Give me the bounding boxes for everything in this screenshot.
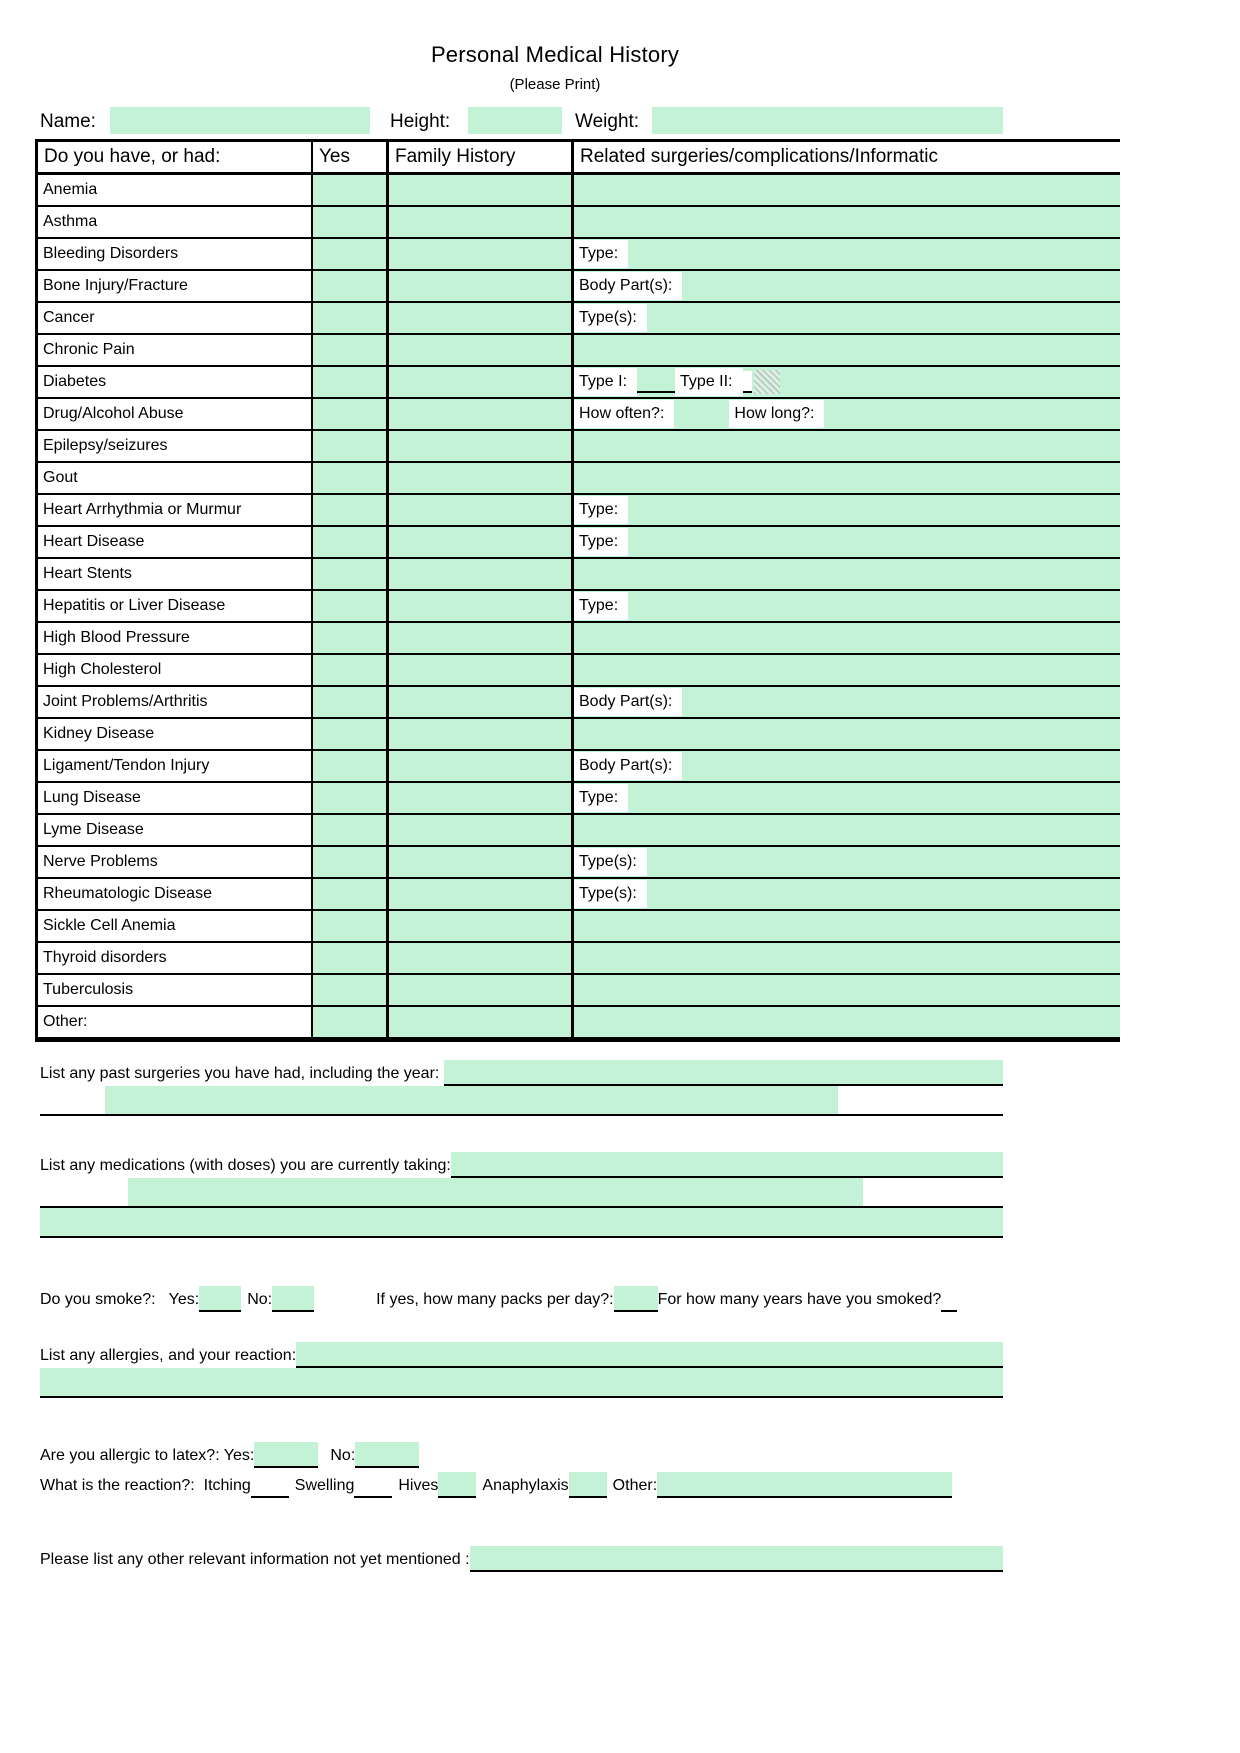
table-row — [38, 303, 1120, 335]
table-row — [38, 719, 1120, 751]
yes-cell[interactable] — [311, 911, 386, 943]
yes-cell[interactable] — [311, 367, 386, 399]
table-row — [38, 975, 1120, 1007]
condition-cell: Rheumatologic Disease — [38, 879, 311, 911]
condition-cell: Joint Problems/Arthritis — [38, 687, 311, 719]
related-info-cell[interactable] — [571, 591, 1120, 623]
related-info-cell[interactable] — [571, 399, 1120, 431]
yes-cell[interactable] — [311, 623, 386, 655]
table-row — [38, 207, 1120, 239]
medications-line-2 — [40, 1178, 1003, 1208]
table-row — [38, 495, 1120, 527]
table-row — [38, 463, 1120, 495]
packs-per-day-question: If yes, how many packs per day?: — [376, 1291, 614, 1308]
table-row — [38, 815, 1120, 847]
related-info-cell[interactable] — [571, 175, 1120, 207]
condition-cell: Heart Disease — [38, 527, 311, 559]
condition-cell: High Cholesterol — [38, 655, 311, 687]
table-row — [38, 399, 1120, 431]
detail-label: Type: — [574, 784, 628, 812]
reaction-options — [204, 1472, 613, 1498]
table-row — [38, 271, 1120, 303]
table-row — [38, 1007, 1120, 1039]
surgeries-input-2[interactable] — [105, 1086, 838, 1114]
condition-cell: Sickle Cell Anemia — [38, 911, 311, 943]
yes-cell[interactable] — [311, 431, 386, 463]
smoking-line — [40, 1282, 1003, 1312]
related-info-cell[interactable] — [571, 879, 1120, 911]
table-row — [38, 751, 1120, 783]
surgeries-line-2 — [40, 1086, 1003, 1116]
table-header-row — [38, 142, 1120, 175]
detail-label: Type I: — [574, 368, 637, 396]
reaction-option-label: Itching — [203, 1477, 251, 1494]
allergies-line-1 — [40, 1338, 1003, 1368]
family-history-cell[interactable] — [386, 911, 571, 943]
table-row — [38, 527, 1120, 559]
yes-cell[interactable] — [311, 847, 386, 879]
condition-cell: Thyroid disorders — [38, 943, 311, 975]
medications-input-3[interactable] — [40, 1208, 1003, 1236]
related-info-cell[interactable] — [571, 271, 1120, 303]
yes-cell[interactable] — [311, 463, 386, 495]
yes-cell[interactable] — [311, 815, 386, 847]
related-info-cell[interactable] — [571, 783, 1120, 815]
detail-label: Type: — [574, 528, 628, 556]
reaction-option-input[interactable] — [354, 1472, 392, 1498]
surgeries-line-1 — [40, 1056, 1003, 1086]
condition-cell: Bleeding Disorders — [38, 239, 311, 271]
table-row — [38, 175, 1120, 207]
reaction-option-label: Anaphylaxis — [482, 1477, 569, 1494]
allergies-line-2 — [40, 1368, 1003, 1398]
condition-cell: Gout — [38, 463, 311, 495]
table-row — [38, 559, 1120, 591]
questions-section — [40, 1056, 1003, 1572]
condition-cell: Anemia — [38, 175, 311, 207]
yes-cell[interactable] — [311, 399, 386, 431]
header-yes: Yes — [311, 142, 386, 175]
surgeries-question: List any past surgeries you have had, including the year: — [40, 1065, 444, 1082]
header-related-info: Related surgeries/complications/Informatic — [571, 142, 1120, 175]
family-history-cell[interactable] — [386, 495, 571, 527]
condition-cell: Heart Arrhythmia or Murmur — [38, 495, 311, 527]
name-input[interactable] — [110, 107, 370, 134]
latex-no-input[interactable] — [355, 1442, 419, 1468]
table-row — [38, 623, 1120, 655]
table-row — [38, 367, 1120, 399]
yes-cell[interactable] — [311, 879, 386, 911]
yes-cell[interactable] — [311, 207, 386, 239]
family-history-cell[interactable] — [386, 783, 571, 815]
smoking-question: Do you smoke?: Yes: — [40, 1291, 200, 1308]
related-info-cell[interactable] — [571, 623, 1120, 655]
related-info-cell[interactable] — [571, 751, 1120, 783]
surgeries-input-1[interactable] — [444, 1060, 1003, 1086]
table-row — [38, 591, 1120, 623]
related-info-cell[interactable] — [571, 239, 1120, 271]
detail-label: How often?: — [574, 400, 674, 428]
latex-line — [40, 1438, 1003, 1468]
family-history-cell[interactable] — [386, 527, 571, 559]
detail-label: Body Part(s): — [574, 688, 682, 716]
yes-cell[interactable] — [311, 1007, 386, 1039]
smoke-yes-input[interactable] — [199, 1286, 241, 1312]
related-info-cell[interactable] — [571, 719, 1120, 751]
yes-cell[interactable] — [311, 655, 386, 687]
related-info-cell[interactable] — [571, 527, 1120, 559]
top-fields-row — [0, 101, 1240, 135]
reaction-option-label: Swelling — [294, 1477, 355, 1494]
medications-line-1 — [40, 1148, 1003, 1178]
table-row — [38, 783, 1120, 815]
condition-cell: Epilepsy/seizures — [38, 431, 311, 463]
medications-input-1[interactable] — [451, 1152, 1003, 1178]
condition-cell: Kidney Disease — [38, 719, 311, 751]
family-history-cell[interactable] — [386, 815, 571, 847]
related-info-cell[interactable] — [571, 431, 1120, 463]
related-info-cell[interactable] — [571, 495, 1120, 527]
family-history-cell[interactable] — [386, 239, 571, 271]
condition-cell: Other: — [38, 1007, 311, 1039]
height-input[interactable] — [468, 107, 562, 134]
medications-question: List any medications (with doses) you are currently taking: — [40, 1157, 451, 1174]
yes-cell[interactable] — [311, 271, 386, 303]
reaction-other-label: Other: — [612, 1477, 658, 1494]
condition-cell: Nerve Problems — [38, 847, 311, 879]
height-label: Height: — [390, 111, 451, 132]
family-history-cell[interactable] — [386, 687, 571, 719]
yes-cell[interactable] — [311, 783, 386, 815]
name-label: Name: — [40, 111, 96, 132]
allergies-question: List any allergies, and your reaction: — [40, 1347, 297, 1364]
yes-cell[interactable] — [311, 239, 386, 271]
allergies-input-1[interactable] — [296, 1342, 1003, 1368]
detail-label: Type: — [574, 592, 628, 620]
smoking-no-label: No: — [247, 1291, 273, 1308]
related-info-cell[interactable] — [571, 335, 1120, 367]
reaction-option-input[interactable] — [251, 1472, 289, 1498]
related-info-cell[interactable] — [571, 1007, 1120, 1039]
related-info-cell[interactable] — [571, 559, 1120, 591]
condition-cell: Diabetes — [38, 367, 311, 399]
family-history-cell[interactable] — [386, 623, 571, 655]
detail-label: Type: — [574, 240, 628, 268]
years-smoked-question: For how many years have you smoked? — [657, 1291, 942, 1308]
reaction-option-input[interactable] — [569, 1472, 607, 1498]
yes-cell[interactable] — [311, 719, 386, 751]
medical-history-table — [35, 139, 1120, 1042]
related-info-cell[interactable] — [571, 911, 1120, 943]
table-row — [38, 239, 1120, 271]
detail-label: Type(s): — [574, 304, 647, 332]
condition-cell: Heart Stents — [38, 559, 311, 591]
table-row — [38, 879, 1120, 911]
reaction-option-label: Hives — [398, 1477, 439, 1494]
condition-cell: Drug/Alcohol Abuse — [38, 399, 311, 431]
weight-input[interactable] — [652, 107, 1003, 134]
family-history-cell[interactable] — [386, 207, 571, 239]
other-info-input[interactable] — [470, 1546, 1003, 1572]
table-body — [38, 175, 1120, 1039]
family-history-cell[interactable] — [386, 975, 571, 1007]
type1-input[interactable] — [637, 371, 675, 393]
condition-cell: Asthma — [38, 207, 311, 239]
page-subtitle: (Please Print) — [509, 76, 601, 93]
header-condition: Do you have, or had: — [38, 142, 311, 175]
packs-per-day-input[interactable] — [614, 1286, 658, 1312]
family-history-cell[interactable] — [386, 175, 571, 207]
spacer — [314, 1311, 376, 1312]
family-history-cell[interactable] — [386, 463, 571, 495]
condition-cell: Lung Disease — [38, 783, 311, 815]
family-history-cell[interactable] — [386, 1007, 571, 1039]
yes-cell[interactable] — [311, 975, 386, 1007]
table-row — [38, 655, 1120, 687]
reaction-other-input[interactable] — [657, 1472, 952, 1498]
table-row — [38, 943, 1120, 975]
family-history-cell[interactable] — [386, 879, 571, 911]
latex-question: Are you allergic to latex?: Yes: — [40, 1447, 255, 1464]
family-history-cell[interactable] — [386, 303, 571, 335]
family-history-cell[interactable] — [386, 335, 571, 367]
related-info-cell[interactable] — [571, 655, 1120, 687]
detail-label: How long?: — [729, 400, 824, 428]
related-info-cell[interactable] — [571, 367, 1120, 399]
yes-cell[interactable] — [311, 303, 386, 335]
latex-no-label: No: — [330, 1447, 356, 1464]
condition-cell: Cancer — [38, 303, 311, 335]
family-history-cell[interactable] — [386, 943, 571, 975]
medications-input-2[interactable] — [128, 1178, 863, 1206]
family-history-cell[interactable] — [386, 431, 571, 463]
family-history-cell[interactable] — [386, 367, 571, 399]
related-info-cell[interactable] — [571, 463, 1120, 495]
other-info-line — [40, 1542, 1003, 1572]
yes-cell[interactable] — [311, 751, 386, 783]
condition-cell: Lyme Disease — [38, 815, 311, 847]
condition-cell: Ligament/Tendon Injury — [38, 751, 311, 783]
medications-line-3 — [40, 1208, 1003, 1238]
family-history-cell[interactable] — [386, 559, 571, 591]
table-row — [38, 687, 1120, 719]
reaction-line — [40, 1468, 1003, 1498]
detail-label: Body Part(s): — [574, 272, 682, 300]
family-history-cell[interactable] — [386, 847, 571, 879]
related-info-cell[interactable] — [571, 687, 1120, 719]
condition-cell: Bone Injury/Fracture — [38, 271, 311, 303]
family-history-cell[interactable] — [386, 751, 571, 783]
yes-cell[interactable] — [311, 943, 386, 975]
header-family-history: Family History — [386, 142, 571, 175]
weight-label: Weight: — [575, 111, 640, 132]
smoke-no-input[interactable] — [272, 1286, 314, 1312]
detail-label: Body Part(s): — [574, 752, 682, 780]
table-row — [38, 335, 1120, 367]
related-info-cell[interactable] — [571, 975, 1120, 1007]
family-history-cell[interactable] — [386, 591, 571, 623]
allergies-input-2[interactable] — [40, 1368, 1003, 1396]
type2-input[interactable] — [754, 370, 780, 394]
detail-label: Type(s): — [574, 880, 647, 908]
related-info-cell[interactable] — [571, 815, 1120, 847]
table-row — [38, 431, 1120, 463]
detail-label: Type: — [574, 496, 628, 524]
condition-cell: High Blood Pressure — [38, 623, 311, 655]
condition-cell: Chronic Pain — [38, 335, 311, 367]
condition-cell: Tuberculosis — [38, 975, 311, 1007]
related-info-cell[interactable] — [571, 847, 1120, 879]
other-info-question: Please list any other relevant information not yet mentioned : — [40, 1551, 470, 1568]
detail-label: Type(s): — [574, 848, 647, 876]
yes-cell[interactable] — [311, 335, 386, 367]
detail-label: Type II: — [675, 368, 742, 396]
family-history-cell[interactable] — [386, 655, 571, 687]
spacer — [318, 1467, 330, 1468]
years-smoked-input[interactable] — [941, 1286, 957, 1312]
yes-cell[interactable] — [311, 527, 386, 559]
related-info-cell[interactable] — [571, 207, 1120, 239]
family-history-cell[interactable] — [386, 399, 571, 431]
reaction-question: What is the reaction?: — [40, 1477, 204, 1494]
latex-yes-input[interactable] — [254, 1442, 318, 1468]
yes-cell[interactable] — [311, 591, 386, 623]
type2-blank[interactable] — [743, 371, 752, 393]
yes-cell[interactable] — [311, 175, 386, 207]
yes-cell[interactable] — [311, 559, 386, 591]
yes-cell[interactable] — [311, 687, 386, 719]
related-info-cell[interactable] — [571, 303, 1120, 335]
family-history-cell[interactable] — [386, 271, 571, 303]
yes-cell[interactable] — [311, 495, 386, 527]
table-row — [38, 911, 1120, 943]
condition-cell: Hepatitis or Liver Disease — [38, 591, 311, 623]
page-title: Personal Medical History — [430, 42, 680, 67]
reaction-option-input[interactable] — [438, 1472, 476, 1498]
family-history-cell[interactable] — [386, 719, 571, 751]
related-info-cell[interactable] — [571, 943, 1120, 975]
table-row — [38, 847, 1120, 879]
